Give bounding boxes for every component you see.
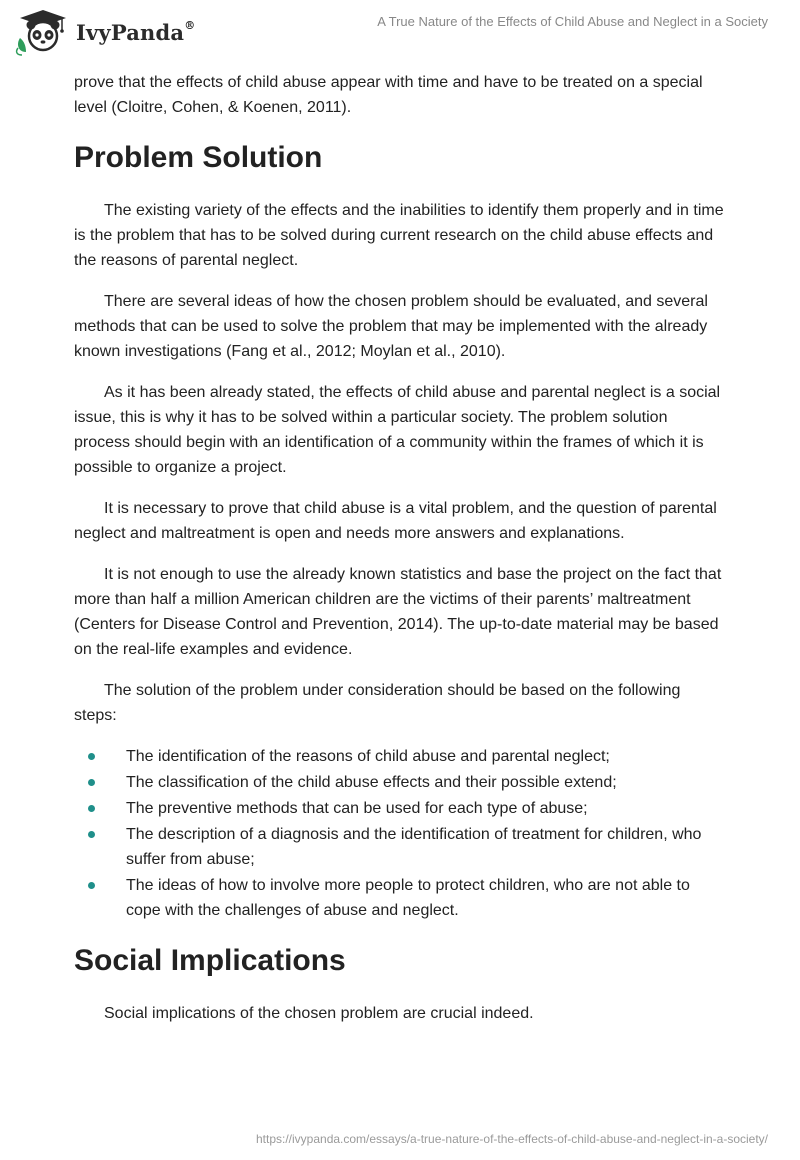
brand-name: IvyPanda®	[76, 18, 196, 45]
list-item-text: The preventive methods that can be used for each type of abuse;	[126, 800, 588, 817]
list-item-text: The ideas of how to involve more people to protect children, who are not able to cope with the challenges of abuse and neglect.	[126, 877, 690, 919]
list-item	[74, 873, 724, 923]
list-item-text: The description of a diagnosis and the identification of treatment for children, who suffer from abuse;	[126, 826, 702, 868]
panda-graduate-logo-icon	[14, 8, 72, 56]
list-item	[74, 770, 724, 795]
paragraph: It is not enough to use the already known statistics and base the project on the fact that more than half a million American children are the victims of their parents’ maltreatment (Centers for Disease Control and Prevention, 2014). The up-to-date material may be based on the real-life examples and evidence.	[74, 566, 722, 658]
section-heading-problem-solution: Problem Solution	[74, 141, 323, 174]
list-item-text: The classification of the child abuse effects and their possible extend;	[126, 774, 617, 791]
paragraph: The existing variety of the effects and the inabilities to identify them properly and in time is the problem that has to be solved during current research on the child abuse effects and the reasons of parental neglect.	[74, 202, 724, 269]
list-item-text: The identification of the reasons of child abuse and parental neglect;	[126, 748, 610, 765]
section-heading-social-implications: Social Implications	[74, 944, 346, 977]
brand-logo[interactable]	[14, 8, 195, 56]
page-header	[0, 0, 800, 64]
paragraph: The solution of the problem under consideration should be based on the following steps:	[74, 682, 681, 724]
essay-content	[74, 70, 724, 1042]
paragraph: It is necessary to prove that child abuse is a vital problem, and the question of parental neglect and maltreatment is open and needs more answers and explanations.	[74, 500, 717, 542]
source-url-link[interactable]: https://ivypanda.com/essays/a-true-nature-of-the-effects-of-child-abuse-and-neglect-in-a-society/	[255, 1132, 768, 1146]
document-title: A True Nature of the Effects of Child Abuse and Neglect in a Society	[377, 14, 768, 29]
list-item	[74, 744, 724, 769]
bullet-dot-icon	[88, 831, 95, 838]
bullet-dot-icon	[88, 779, 95, 786]
steps-list	[74, 744, 724, 923]
list-item	[74, 822, 724, 872]
paragraph: Social implications of the chosen problem are crucial indeed.	[104, 1005, 534, 1022]
list-item	[74, 796, 724, 821]
bullet-dot-icon	[88, 753, 95, 760]
intro-continuation-paragraph: prove that the effects of child abuse appear with time and have to be treated on a special level (Cloitre, Cohen, & Koenen, 2011).	[74, 74, 703, 116]
bullet-dot-icon	[88, 805, 95, 812]
bullet-dot-icon	[88, 882, 95, 889]
paragraph: As it has been already stated, the effects of child abuse and parental neglect is a social issue, this is why it has to be solved within a particular society. The problem solution process should begin with an identification of a community within the frames of which it is possible to organize a project.	[74, 384, 721, 476]
paragraph: There are several ideas of how the chosen problem should be evaluated, and several methods that can be used to solve the problem that may be implemented with the already known investigations (Fang et al., 2012; Moylan et al., 2010).	[74, 293, 708, 360]
